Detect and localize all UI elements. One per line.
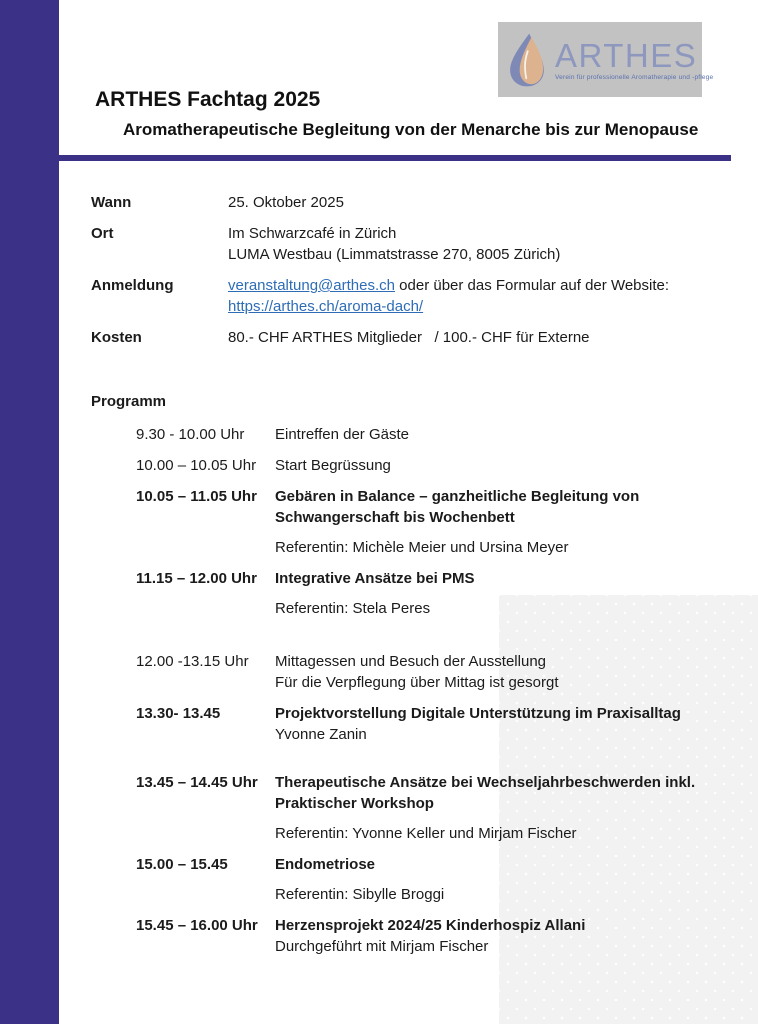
page-title: ARTHES Fachtag 2025 [95,88,321,111]
session-title: Start Begrüssung [275,457,391,474]
program-entry-mittagessen [136,651,726,693]
session-block [275,486,715,558]
arthes-logo [498,22,714,97]
info-row-ort [91,223,736,265]
program-entry-start [136,455,726,476]
program-entry-projektvorstellung [136,703,726,745]
session-block [275,915,715,957]
anmeldung-line2 [228,296,669,317]
anmeldung-line1 [228,275,669,296]
session-title: Therapeutische Ansätze bei Wechseljahrbeschwerden inkl. [275,774,696,791]
session-block [275,651,715,693]
session-title: Gebären in Balance – ganzheitliche Begleitung von [275,488,640,505]
program-entry-gebaeren [136,486,726,558]
program-time: 11.15 – 12.00 Uhr [136,570,257,587]
drop-leaf-icon [505,30,549,90]
info-row-anmeldung [91,275,736,317]
email-link[interactable]: veranstaltung@arthes.ch [228,277,395,294]
session-referent: Referentin: Michèle Meier und Ursina Meyer [275,539,569,556]
session-title-line2: Praktischer Workshop [275,795,434,812]
session-referent: Referentin: Sibylle Broggi [275,886,445,903]
session-title: Projektvorstellung Digitale Unterstützung im Praxisalltag [275,705,681,722]
session-block [275,772,715,844]
session-block [275,703,715,745]
ort-line1: Im Schwarzcafé in Zürich [228,225,397,242]
info-row-kosten [91,327,736,348]
logo-brand: ARTHES [555,36,698,74]
session-title: Herzensprojekt 2024/25 Kinderhospiz Allani [275,917,586,934]
program-time: 13.45 – 14.45 Uhr [136,774,258,791]
session-note: Für die Verpflegung über Mittag ist gesorgt [275,674,559,691]
program-entry-wechseljahre [136,772,726,844]
program-entry-endometriose [136,854,726,905]
program-time: 10.00 – 10.05 Uhr [136,457,257,474]
session-title: Eintreffen der Gäste [275,426,409,443]
info-label-wann: Wann [91,194,132,211]
accent-rule [59,155,731,161]
session-block [275,568,715,619]
session-title: Integrative Ansätze bei PMS [275,570,475,587]
session-title-line2: Schwangerschaft bis Wochenbett [275,509,515,526]
program-time: 15.45 – 16.00 Uhr [136,917,258,934]
session-speaker: Durchgeführt mit Mirjam Fischer [275,938,489,955]
program-entry-pms [136,568,726,619]
info-label-anmeldung: Anmeldung [91,277,174,294]
left-accent-band [0,0,59,1024]
info-row-wann [91,192,736,213]
session-block [275,854,715,905]
session-referent: Referentin: Stela Peres [275,600,431,617]
program-time: 9.30 - 10.00 Uhr [136,426,245,443]
session-title: Endometriose [275,856,376,873]
program-heading: Programm [91,393,167,410]
info-value-ort [228,223,560,265]
info-value-kosten: 80.- CHF ARTHES Mitglieder / 100.- CHF für Externe [228,329,590,346]
logo-tagline: Verein für professionelle Aromatherapie und -pflege [555,73,714,81]
info-label-ort: Ort [91,225,114,242]
info-value-wann: 25. Oktober 2025 [228,194,344,211]
anmeldung-text: oder über das Formular auf der Website: [395,277,670,294]
info-label-kosten: Kosten [91,329,142,346]
event-info [91,192,736,358]
program-entry-arrival [136,424,726,445]
session-referent: Referentin: Yvonne Keller und Mirjam Fischer [275,825,577,842]
program-time: 10.05 – 11.05 Uhr [136,488,257,505]
program-time: 12.00 -13.15 Uhr [136,653,249,670]
session-speaker: Yvonne Zanin [275,726,367,743]
ort-line2: LUMA Westbau (Limmatstrasse 270, 8005 Zürich) [228,246,561,263]
program-list [136,424,726,967]
program-time: 15.00 – 15.45 [136,856,228,873]
session-title: Mittagessen und Besuch der Ausstellung [275,653,547,670]
info-value-anmeldung [228,275,669,317]
program-entry-herzensprojekt [136,915,726,957]
website-link[interactable]: https://arthes.ch/aroma-dach/ [228,298,424,315]
page-subtitle: Aromatherapeutische Begleitung von der Menarche bis zur Menopause [123,120,699,139]
program-time: 13.30- 13.45 [136,705,221,722]
